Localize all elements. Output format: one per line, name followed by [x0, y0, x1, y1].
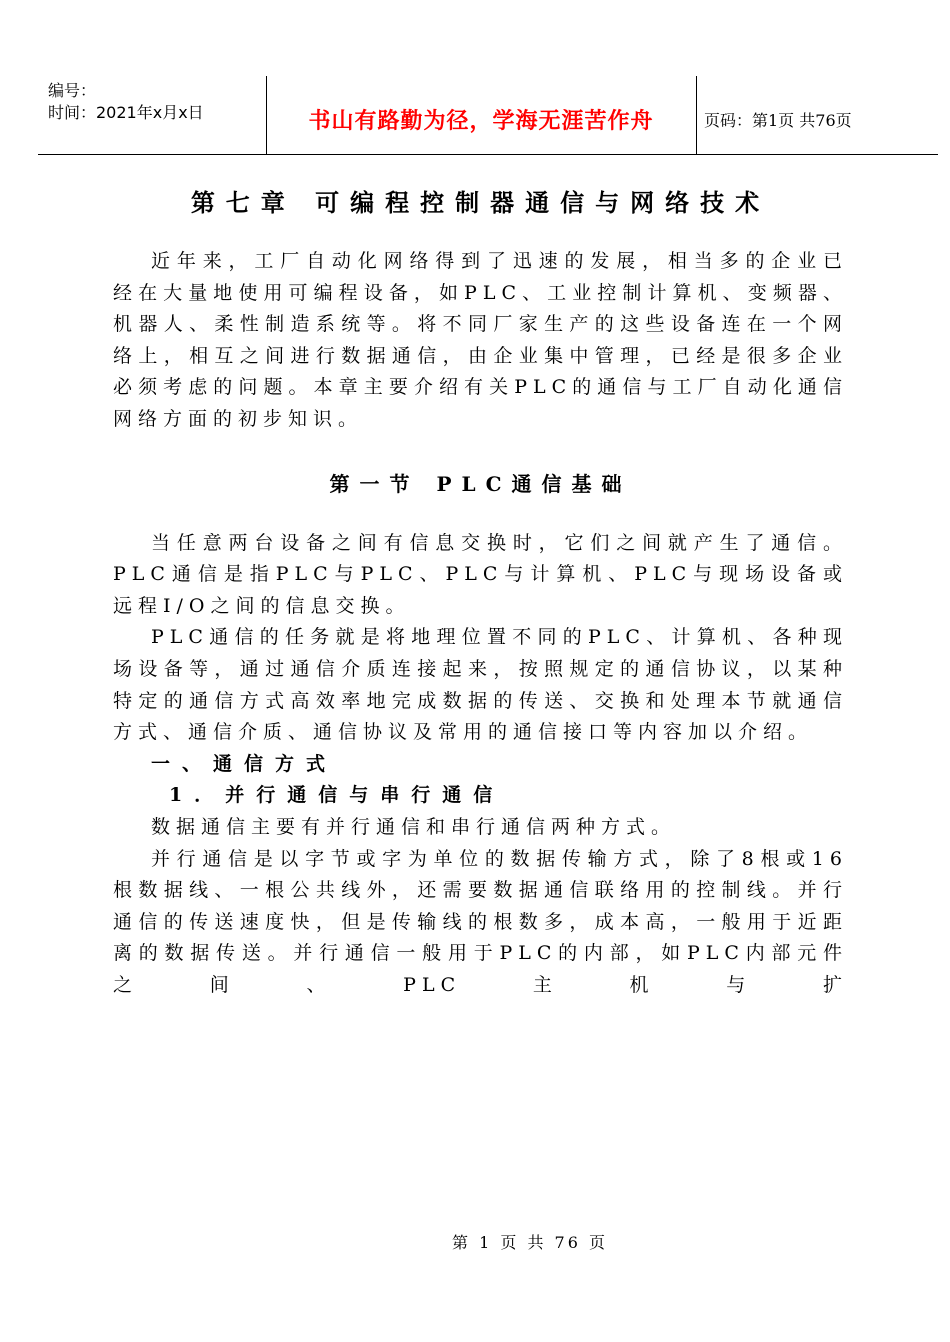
- header-rule: [38, 154, 938, 155]
- header-divider-right: [696, 76, 697, 155]
- intro-paragraph: 近年来，工厂自动化网络得到了迅速的发展，相当多的企业已经在大量地使用可编程设备，如PLC、工业控制计算机、变频器、机器人、柔性制造系统等。将不同厂家生产的这些设备连在一个网络上，相互之间进行数据通信，由企业集中管理，已经是很多企业必须考虑的问题。本章主要介绍有关PLC的通信与工厂自动化通信网络方面的初步知识。: [113, 250, 848, 430]
- header-motto: 书山有路勤为径，学海无涯苦作舟: [308, 108, 654, 134]
- paragraph-modes: 数据通信主要有并行通信和串行通信两种方式。: [151, 815, 677, 838]
- document-number-label: 编号：: [48, 81, 97, 100]
- heading-communication-modes: 一、通信方式: [151, 752, 338, 775]
- header-page-info: 页码：第1页 共76页: [704, 111, 852, 130]
- page-footer: 第 1 页 共 76 页: [452, 1233, 608, 1252]
- chapter-title: 第七章 可编程控制器通信与网络技术: [190, 188, 771, 217]
- paragraph-communication-definition: 当任意两台设备之间有信息交换时，它们之间就产生了通信。PLC通信是指PLC与PLC、PLC与计算机、PLC与现场设备或远程I/O之间的信息交换。: [113, 531, 848, 617]
- paragraph-parallel: 并行通信是以字节或字为单位的数据传输方式，除了8根或16根数据线、一根公共线外，还需要数据通信联络用的控制线。并行通信的传送速度快，但是传输线的根数多，成本高，一般用于近距离的数据传送。并行通信一般用于PLC的内部，如PLC内部元件之间、PLC主机与扩: [113, 847, 848, 996]
- document-body: [113, 186, 848, 1001]
- page-header: [38, 76, 938, 156]
- paragraph-communication-task: PLC通信的任务就是将地理位置不同的PLC、计算机、各种现场设备等，通过通信介质连接起来，按照规定的通信协议，以某种特定的通信方式高效率地完成数据的传送、交换和处理本节就通信方式、通信介质、通信协议及常用的通信接口等内容加以介绍。: [113, 626, 848, 744]
- section-title: 第一节 PLC通信基础: [329, 471, 632, 496]
- document-time-label: 时间：2021年x月x日: [48, 103, 204, 122]
- header-meta: [48, 80, 204, 124]
- heading-parallel-serial: 1．并行通信与串行通信: [169, 784, 505, 807]
